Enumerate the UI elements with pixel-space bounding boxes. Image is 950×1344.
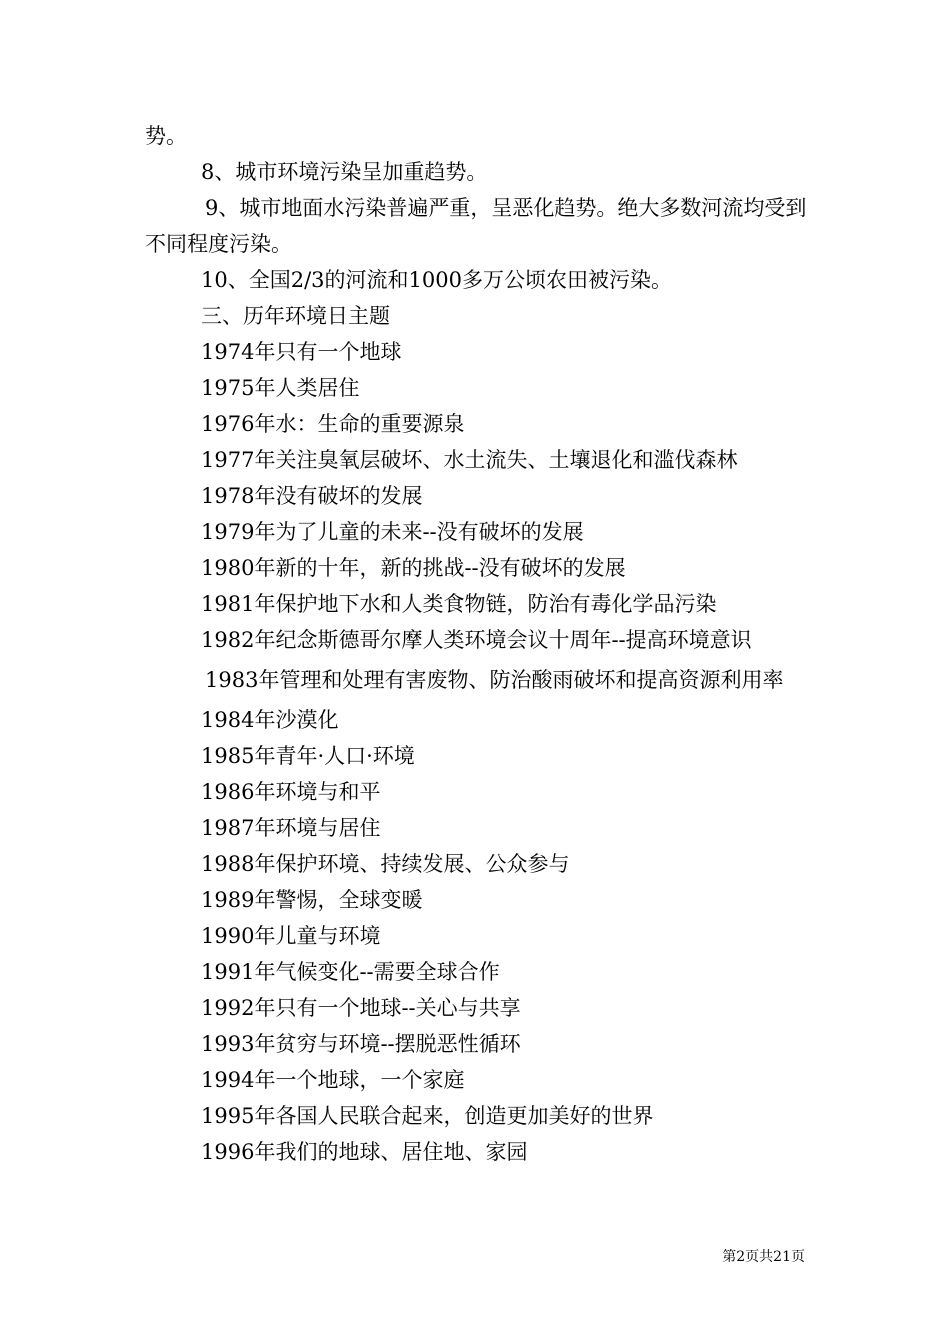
theme-1984: 1984年沙漠化 — [201, 708, 339, 732]
page-number-footer: 第2页共21页 — [722, 1249, 805, 1265]
theme-1980: 1980年新的十年，新的挑战--没有破坏的发展 — [201, 556, 626, 580]
theme-1978: 1978年没有破坏的发展 — [201, 484, 423, 508]
theme-1983: 1983年管理和处理有害废物、防治酸雨破坏和提高资源利用率 — [205, 668, 784, 692]
theme-1982: 1982年纪念斯德哥尔摩人类环境会议十周年--提高环境意识 — [201, 628, 752, 652]
theme-1974: 1974年只有一个地球 — [201, 340, 402, 364]
paragraph-item-9: 9、城市地面水污染普遍严重，呈恶化趋势。绝大多数河流均受到不同程度污染。 — [145, 196, 807, 256]
theme-1993: 1993年贫穷与环境--摆脱恶性循环 — [201, 1032, 521, 1056]
theme-1985: 1985年青年·人口·环境 — [201, 744, 415, 768]
theme-1996: 1996年我们的地球、居住地、家园 — [201, 1140, 528, 1164]
theme-1977: 1977年关注臭氧层破坏、水土流失、土壤退化和滥伐森林 — [201, 448, 738, 472]
theme-1995: 1995年各国人民联合起来，创造更加美好的世界 — [201, 1104, 654, 1128]
theme-1991: 1991年气候变化--需要全球合作 — [201, 960, 500, 984]
theme-1988: 1988年保护环境、持续发展、公众参与 — [201, 852, 570, 876]
theme-1986: 1986年环境与和平 — [201, 780, 381, 804]
section-heading: 三、历年环境日主题 — [201, 304, 390, 328]
paragraph-item-10: 10、全国2/3的河流和1000多万公顷农田被污染。 — [201, 268, 672, 292]
theme-1976: 1976年水：生命的重要源泉 — [201, 412, 465, 436]
theme-1989: 1989年警惕，全球变暖 — [201, 888, 423, 912]
paragraph-item-8: 8、城市环境污染呈加重趋势。 — [201, 160, 488, 184]
theme-1990: 1990年儿童与环境 — [201, 924, 381, 948]
theme-1994: 1994年一个地球，一个家庭 — [201, 1068, 465, 1092]
theme-1979: 1979年为了儿童的未来--没有破坏的发展 — [201, 520, 584, 544]
paragraph-continuation: 势。 — [145, 124, 187, 148]
theme-1981: 1981年保护地下水和人类食物链，防治有毒化学品污染 — [201, 592, 717, 616]
theme-1987: 1987年环境与居住 — [201, 816, 381, 840]
theme-1975: 1975年人类居住 — [201, 376, 360, 400]
theme-1992: 1992年只有一个地球--关心与共享 — [201, 996, 521, 1020]
document-body — [145, 118, 815, 1170]
